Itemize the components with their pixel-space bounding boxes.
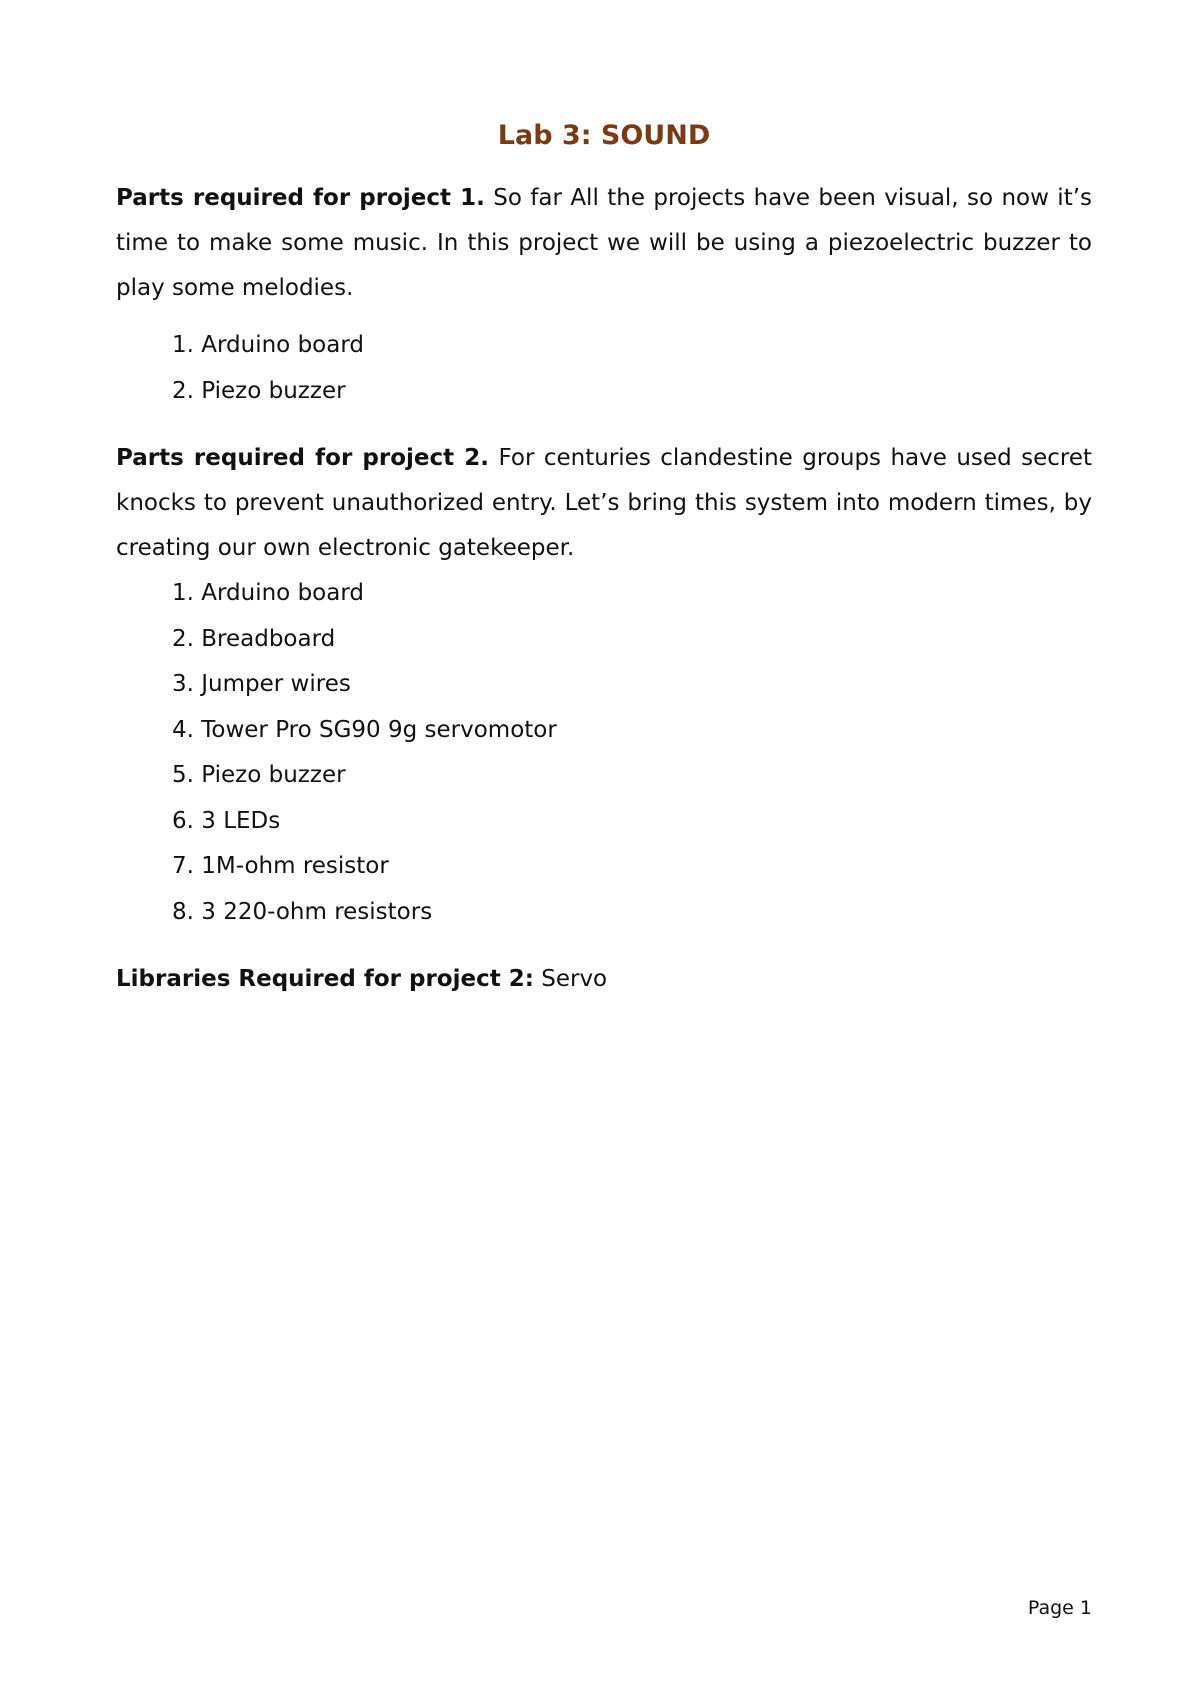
document-title: Lab 3: SOUND (497, 120, 711, 151)
page-content (116, 116, 1092, 1002)
list-item: 2. Piezo buzzer (172, 377, 346, 404)
list-item: 4. Tower Pro SG90 9g servomotor (172, 716, 557, 743)
project1-paragraph (116, 176, 1092, 311)
project2-paragraph (116, 436, 1092, 571)
libraries-paragraph (116, 957, 1092, 1002)
project2-text: For centuries clandestine groups have used secret knocks to prevent unauthorized entry. Let’s bring this system into modern times, by creating our own electronic gatekeeper. (116, 445, 1093, 561)
list-item: 3. Jumper wires (172, 671, 351, 697)
project2-parts-list (116, 571, 1092, 935)
project2-heading: Parts required for project 2. (116, 445, 490, 471)
page-number: Page 1 (1027, 1597, 1092, 1619)
list-item: 5. Piezo buzzer (172, 762, 346, 788)
libraries-heading: Libraries Required for project 2: (116, 966, 534, 992)
list-item: 6. 3 LEDs (172, 807, 281, 834)
project1-heading: Parts required for project 1. (116, 185, 485, 211)
list-item: 7. 1M-ohm resistor (172, 853, 389, 879)
list-item: 8. 3 220-ohm resistors (172, 898, 433, 925)
project1-parts-list (116, 323, 1092, 414)
project1-text: So far All the projects have been visual, so now it’s time to make some music. In this project we will be using a piezoelectric buzzer to play some melodies. (116, 185, 1093, 301)
list-item: 1. Arduino board (172, 580, 364, 606)
list-item: 1. Arduino board (172, 332, 364, 358)
libraries-text: Servo (533, 966, 608, 992)
list-item: 2. Breadboard (172, 625, 336, 652)
